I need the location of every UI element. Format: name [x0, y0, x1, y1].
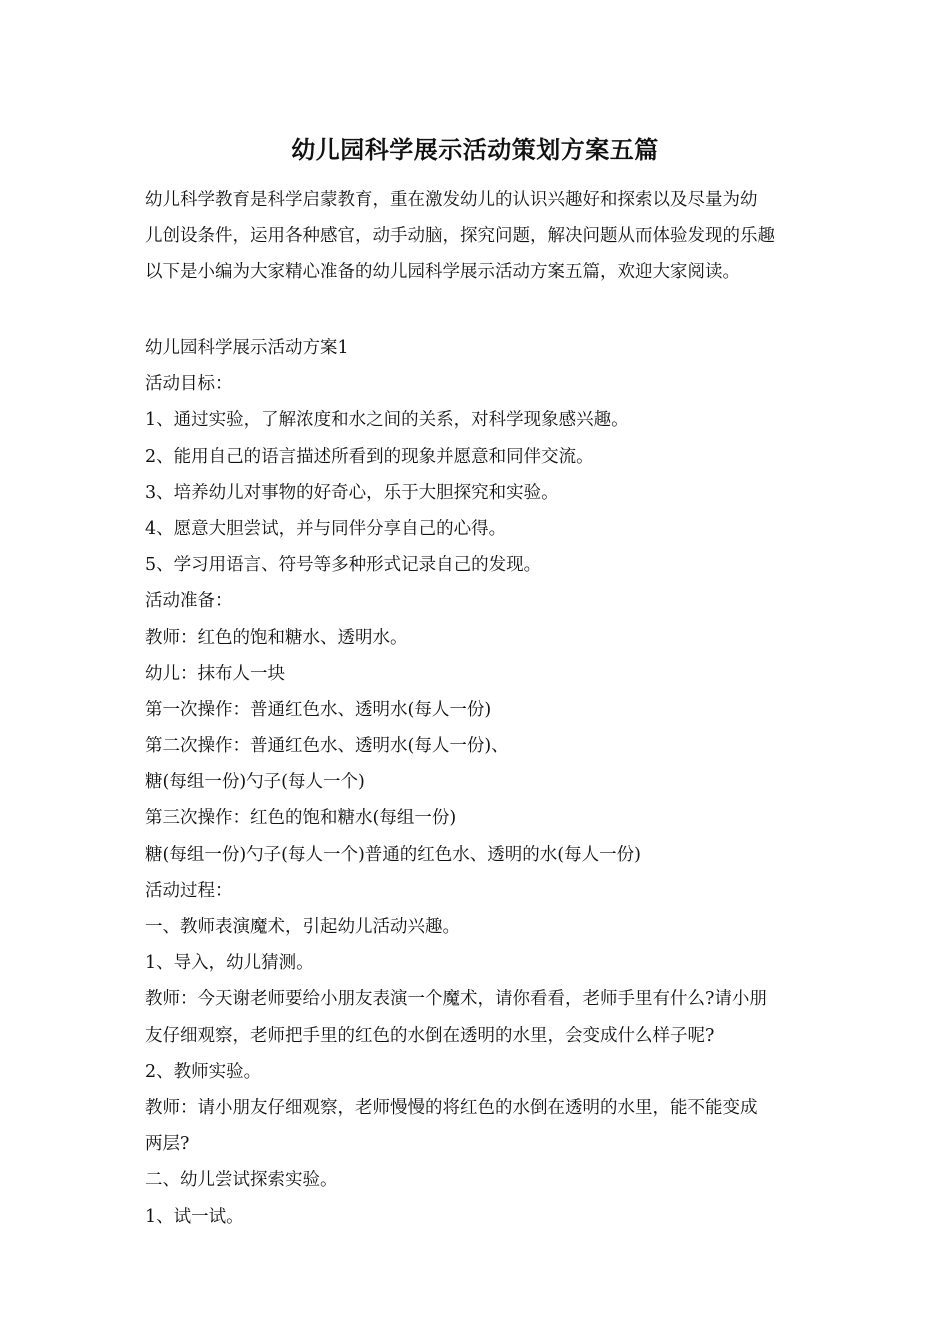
text-line: 第一次操作：普通红色水、透明水(每人一份): [145, 699, 492, 720]
text-line: 第三次操作：红色的饱和糖水(每组一份): [145, 808, 457, 829]
text-line: 5、学习用语言、符号等多种形式记录自己的发现。: [145, 555, 542, 576]
text-line: 3、培养幼儿对事物的好奇心，乐于大胆探究和实验。: [145, 482, 559, 503]
text-line: 糖(每组一份)勺子(每人一个): [145, 772, 365, 793]
intro-line: 儿创设条件，运用各种感官，动手动脑，探究问题，解决问题从而体验发现的乐趣: [145, 226, 775, 246]
text-line: 一、教师表演魔术，引起幼儿活动兴趣。: [145, 917, 460, 937]
text-line: 第二次操作：普通红色水、透明水(每人一份)、: [145, 736, 509, 757]
document-title: 幼儿园科学展示活动策划方案五篇: [291, 135, 659, 164]
subheading: 活动准备：: [145, 591, 233, 612]
text-line: 1、试一试。: [145, 1206, 244, 1227]
intro-line: 幼儿科学教育是科学启蒙教育，重在激发幼儿的认识兴趣好和探索以及尽量为幼: [145, 190, 758, 210]
text-line: 1、通过实验，了解浓度和水之间的关系，对科学现象感兴趣。: [145, 410, 629, 431]
text-line: 教师：请小朋友仔细观察，老师慢慢的将红色的水倒在透明的水里，能不能变成: [145, 1097, 758, 1118]
text-line: 2、能用自己的语言描述所看到的现象并愿意和同伴交流。: [145, 446, 594, 467]
text-line: 幼儿：抹布人一块: [145, 663, 285, 684]
subheading: 活动目标：: [145, 374, 233, 395]
text-line: 2、教师实验。: [145, 1061, 262, 1082]
text-line: 友仔细观察，老师把手里的红色的水倒在透明的水里，会变成什么样子呢?: [145, 1025, 715, 1046]
text-line: 糖(每组一份)勺子(每人一个)普通的红色水、透明的水(每人一份): [145, 844, 641, 865]
text-line: 4、愿意大胆尝试，并与同伴分享自己的心得。: [145, 518, 507, 539]
subheading: 活动过程：: [145, 880, 233, 901]
body-text: [145, 330, 815, 1235]
text-line: 教师：今天谢老师要给小朋友表演一个魔术，请你看看，老师手里有什么?请小朋: [145, 989, 767, 1010]
text-line: 1、导入，幼儿猜测。: [145, 953, 314, 974]
text-line: 两层?: [145, 1134, 190, 1155]
intro-line: 以下是小编为大家精心准备的幼儿园科学展示活动方案五篇，欢迎大家阅读。: [145, 262, 740, 282]
text-line: 二、幼儿尝试探索实验。: [145, 1170, 338, 1191]
intro-paragraph: [145, 182, 815, 290]
text-line: 教师：红色的饱和糖水、透明水。: [145, 627, 408, 648]
section-heading: 幼儿园科学展示活动方案1: [145, 338, 349, 358]
